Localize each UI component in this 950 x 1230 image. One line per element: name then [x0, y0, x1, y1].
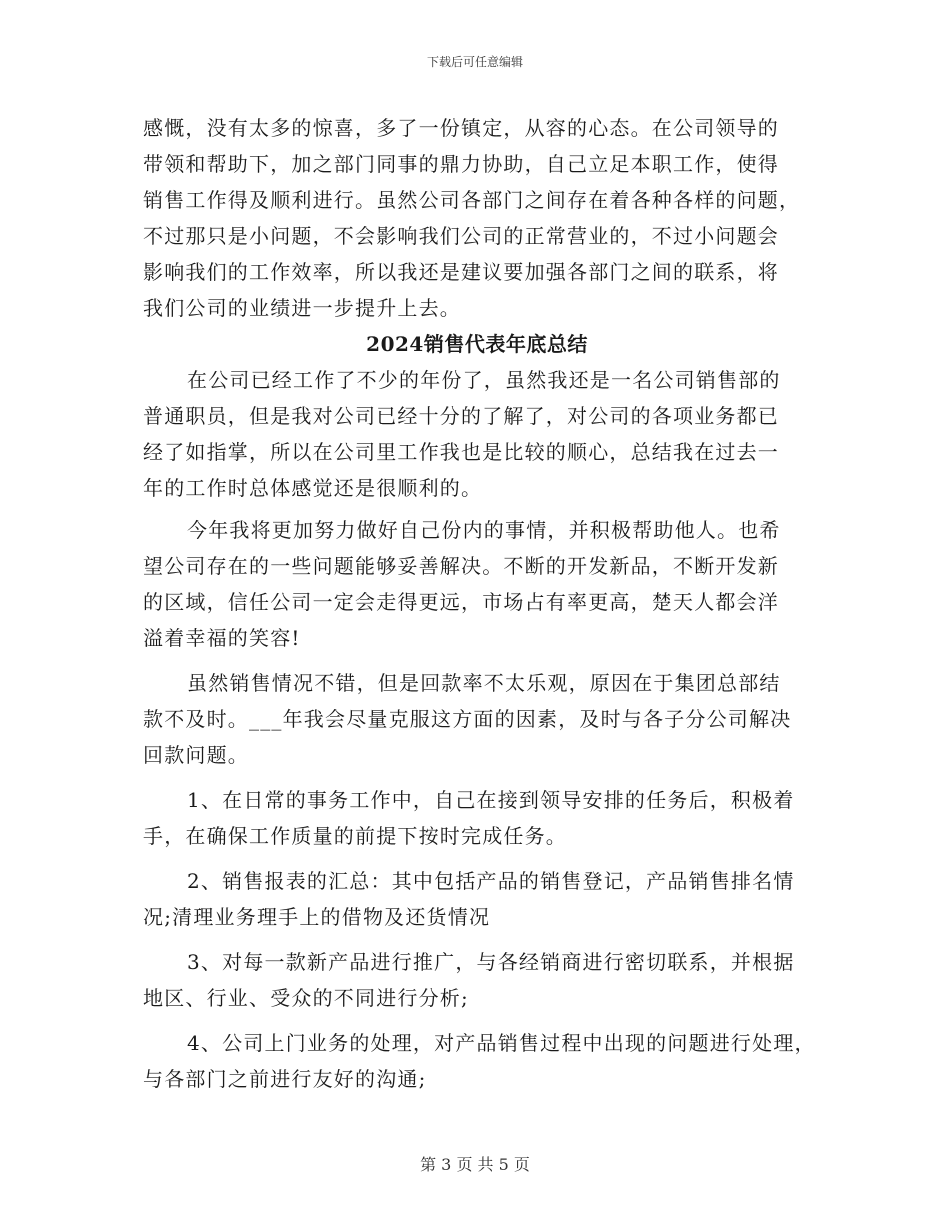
intro-line: 影响我们的工作效率，所以我还是建议要加强各部门之间的联系，将 [143, 260, 779, 284]
paragraph-line: 2、销售报表的汇总：其中包括产品的销售登记，产品销售排名情 [187, 869, 795, 893]
paragraph-line: 手，在确保工作质量的前提下按时完成任务。 [143, 824, 567, 848]
list-item-3 [143, 944, 811, 1016]
paragraph-line: 地区、行业、受众的不同进行分析; [143, 986, 469, 1010]
paragraph-3 [143, 665, 811, 773]
paragraph-1 [143, 362, 811, 506]
paragraph-line: 今年我将更加努力做好自己份内的事情，并积极帮助他人。也希 [187, 518, 781, 542]
paragraph-line: 经了如指掌，所以在公司里工作我也是比较的顺心，总结我在过去一 [143, 440, 779, 464]
intro-line: 感慨，没有太多的惊喜，多了一份镇定，从容的心态。在公司领导的 [143, 116, 779, 140]
paragraph-line: 与各部门之前进行友好的沟通; [143, 1067, 427, 1091]
paragraph-line: 普通职员，但是我对公司已经十分的了解了，对公司的各项业务都已 [143, 404, 779, 428]
paragraph-line: 况;清理业务理手上的借物及还货情况 [143, 905, 491, 929]
paragraph-line: 1、在日常的事务工作中，自己在接到领导安排的任务后，积极着 [187, 788, 795, 812]
page-number: 第 3 页 共 5 页 [420, 1155, 530, 1174]
paragraph-line: 年的工作时总体感觉还是很顺利的。 [143, 476, 483, 500]
list-item-2 [143, 863, 811, 935]
section-title: 2024销售代表年底总结 [366, 332, 588, 356]
paragraph-line: 3、对每一款新产品进行推广，与各经销商进行密切联系，并根据 [187, 950, 795, 974]
paragraph-line: 4、公司上门业务的处理，对产品销售过程中出现的问题进行处理， [187, 1031, 816, 1055]
paragraph-line: 的区域，信任公司一定会走得更远，市场占有率更高，楚天人都会洋 [143, 590, 779, 614]
paragraph-line: 款不及时。___年我会尽量克服这方面的因素，及时与各子分公司解决 [143, 707, 792, 731]
paragraph-line: 回款问题。 [143, 743, 249, 767]
intro-line: 销售工作得及顺利进行。虽然公司各部门之间存在着各种各样的问题， [143, 188, 801, 212]
intro-line: 带领和帮助下，加之部门同事的鼎力协助，自己立足本职工作，使得 [143, 152, 779, 176]
page-header: 下载后可任意编辑 [426, 55, 523, 69]
intro-line: 不过那只是小问题，不会影响我们公司的正常营业的，不过小问题会 [143, 224, 779, 248]
list-item-4 [143, 1025, 816, 1097]
paragraph-2 [143, 512, 811, 656]
paragraph-line: 虽然销售情况不错，但是回款率不太乐观，原因在于集团总部结 [187, 671, 781, 695]
list-item-1 [143, 782, 811, 854]
intro-line: 我们公司的业绩进一步提升上去。 [143, 296, 461, 320]
paragraph-line: 在公司已经工作了不少的年份了，虽然我还是一名公司销售部的 [187, 368, 781, 392]
document-body [143, 110, 816, 1097]
paragraph-line: 溢着幸福的笑容! [143, 626, 301, 650]
paragraph-line: 望公司存在的一些问题能够妥善解决。不断的开发新品，不断开发新 [143, 554, 779, 578]
